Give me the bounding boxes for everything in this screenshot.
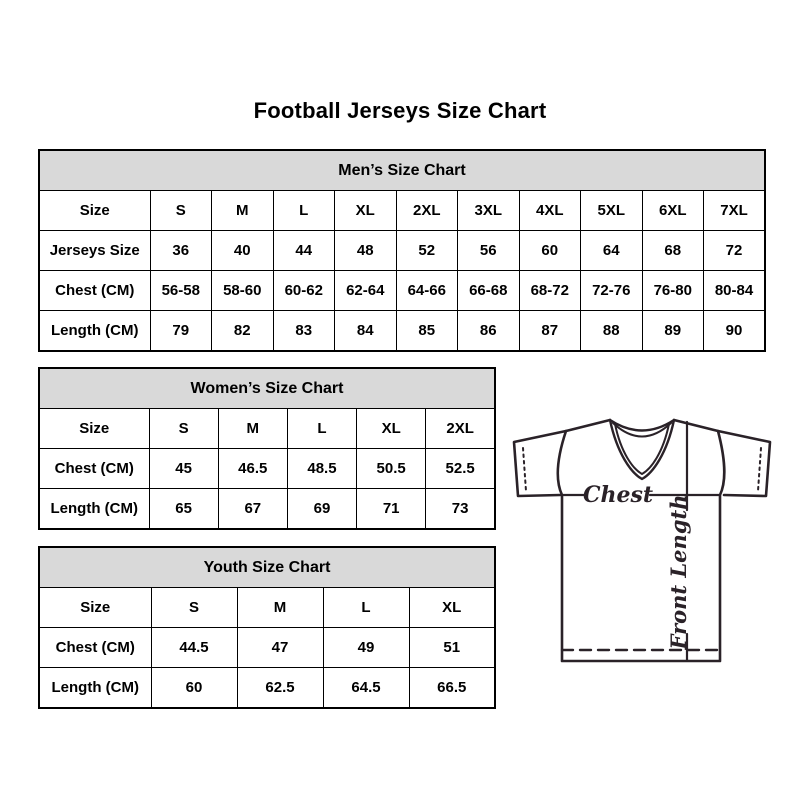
cell-value: 90 [704, 311, 766, 352]
table-row [39, 449, 495, 489]
cell-value: 64-66 [396, 271, 458, 311]
cell-value: S [151, 588, 237, 628]
cell-value: XL [357, 409, 426, 449]
jersey-left-cuff-stitch-line [523, 448, 526, 491]
cell-value: 48 [335, 231, 397, 271]
cell-value: 66-68 [458, 271, 520, 311]
cell-value: 79 [150, 311, 212, 352]
cell-value: 73 [426, 489, 495, 530]
cell-value: 2XL [426, 409, 495, 449]
cell-value: 60 [151, 668, 237, 709]
cell-value: 46.5 [218, 449, 287, 489]
cell-value: L [273, 191, 335, 231]
cell-value: 3XL [458, 191, 520, 231]
cell-value: 49 [323, 628, 409, 668]
cell-value: 67 [218, 489, 287, 530]
row-label: Size [39, 588, 151, 628]
cell-value: 62-64 [335, 271, 397, 311]
cell-value: XL [335, 191, 397, 231]
mens-size-table [38, 149, 766, 352]
cell-value: L [323, 588, 409, 628]
cell-value: 80-84 [704, 271, 766, 311]
cell-value: 89 [642, 311, 704, 352]
cell-value: 64.5 [323, 668, 409, 709]
table-row [39, 311, 765, 352]
cell-value: 6XL [642, 191, 704, 231]
cell-value: 68-72 [519, 271, 581, 311]
cell-value: 52 [396, 231, 458, 271]
front-length-label: Front Length [666, 494, 691, 650]
row-label: Chest (CM) [39, 271, 150, 311]
table-row [39, 489, 495, 530]
cell-value: M [212, 191, 274, 231]
row-label: Chest (CM) [39, 449, 149, 489]
cell-value: M [218, 409, 287, 449]
table-row [39, 668, 495, 709]
cell-value: 83 [273, 311, 335, 352]
cell-value: 44 [273, 231, 335, 271]
cell-value: 58-60 [212, 271, 274, 311]
cell-value: 71 [357, 489, 426, 530]
cell-value: 87 [519, 311, 581, 352]
cell-value: L [287, 409, 356, 449]
cell-value: 36 [150, 231, 212, 271]
cell-value: XL [409, 588, 495, 628]
cell-value: 52.5 [426, 449, 495, 489]
table-header-row [39, 368, 495, 409]
row-label: Size [39, 409, 149, 449]
cell-value: 51 [409, 628, 495, 668]
cell-value: 40 [212, 231, 274, 271]
table-row [39, 191, 765, 231]
cell-value: S [150, 191, 212, 231]
cell-value: 68 [642, 231, 704, 271]
page-title: Football Jerseys Size Chart [253, 98, 547, 123]
cell-value: S [149, 409, 218, 449]
cell-value: 72-76 [581, 271, 643, 311]
cell-value: 65 [149, 489, 218, 530]
cell-value: 62.5 [237, 668, 323, 709]
cell-value: 47 [237, 628, 323, 668]
cell-value: 5XL [581, 191, 643, 231]
table-header-row [39, 547, 495, 588]
cell-value: M [237, 588, 323, 628]
womens-size-table [38, 367, 496, 530]
cell-value: 50.5 [357, 449, 426, 489]
cell-value: 56-58 [150, 271, 212, 311]
table-header-row [39, 150, 765, 191]
cell-value: 2XL [396, 191, 458, 231]
cell-value: 48.5 [287, 449, 356, 489]
cell-value: 45 [149, 449, 218, 489]
row-label: Jerseys Size [39, 231, 150, 271]
mens-table-title: Men’s Size Chart [39, 150, 765, 191]
jersey-right-cuff-stitch-line [758, 448, 761, 491]
cell-value: 4XL [519, 191, 581, 231]
cell-value: 82 [212, 311, 274, 352]
row-label: Length (CM) [39, 489, 149, 530]
cell-value: 72 [704, 231, 766, 271]
table-row [39, 628, 495, 668]
chest-label: Chest [582, 482, 654, 508]
cell-value: 88 [581, 311, 643, 352]
youth-size-table [38, 546, 496, 709]
table-row [39, 409, 495, 449]
cell-value: 44.5 [151, 628, 237, 668]
cell-value: 69 [287, 489, 356, 530]
jersey-body-outline [558, 420, 725, 661]
youth-table-title: Youth Size Chart [39, 547, 495, 588]
cell-value: 60 [519, 231, 581, 271]
cell-value: 86 [458, 311, 520, 352]
jersey-measurement-diagram [502, 398, 782, 698]
womens-table-title: Women’s Size Chart [39, 368, 495, 409]
table-row [39, 231, 765, 271]
cell-value: 64 [581, 231, 643, 271]
jersey-right-sleeve [718, 431, 770, 496]
cell-value: 66.5 [409, 668, 495, 709]
table-row [39, 588, 495, 628]
row-label: Length (CM) [39, 668, 151, 709]
cell-value: 85 [396, 311, 458, 352]
table-row [39, 271, 765, 311]
row-label: Length (CM) [39, 311, 150, 352]
row-label: Size [39, 191, 150, 231]
row-label: Chest (CM) [39, 628, 151, 668]
cell-value: 84 [335, 311, 397, 352]
cell-value: 76-80 [642, 271, 704, 311]
cell-value: 60-62 [273, 271, 335, 311]
cell-value: 56 [458, 231, 520, 271]
cell-value: 7XL [704, 191, 766, 231]
